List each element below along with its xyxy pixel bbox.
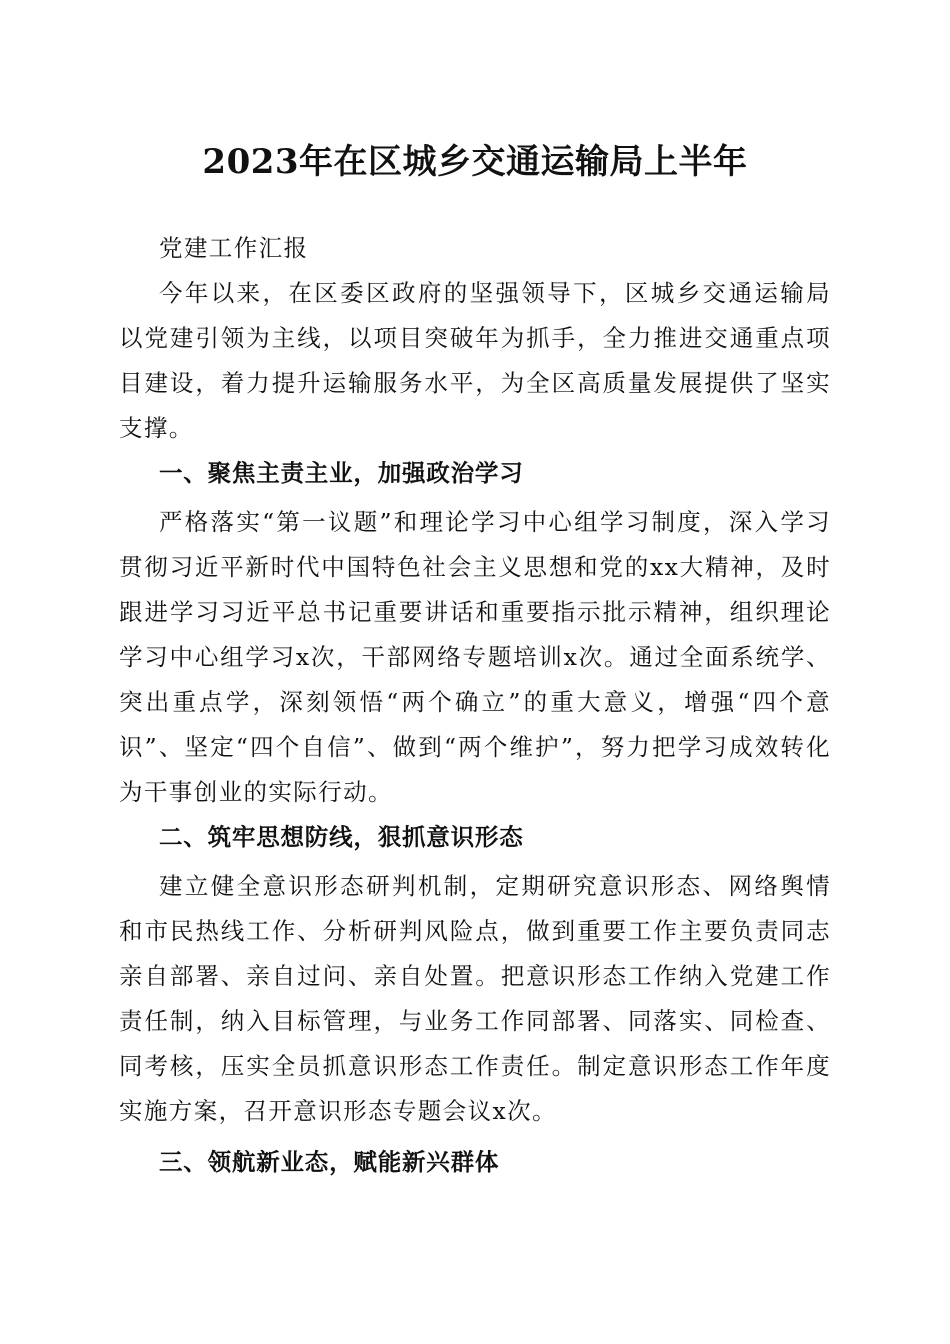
document-title: 2023年在区城乡交通运输局上半年 (202, 142, 748, 182)
section-1-paragraph: 严格落实“第一议题”和理论学习中心组学习制度，深入学习贯彻习近平新时代中国特色社会主义思想和党的xx大精神，及时跟进学习习近平总书记重要讲话和重要指示批示精神，组织理论学习中心组学习x次，干部网络专题培训x次。通过全面系统学、突出重点学，深刻领悟“两个确立”的重大意义，增强“四个意识”、坚定“四个自信”、做到“两个维护”，努力把学习成效转化为干事创业的实际行动。 (119, 508, 831, 806)
section-2-paragraph: 建立健全意识形态研判机制，定期研究意识形态、网络舆情和市民热线工作、分析研判风险点，做到重要工作主要负责同志亲自部署、亲自过问、亲自处置。把意识形态工作纳入党建工作责任制，纳入目标管理，与业务工作同部署、同落实、同检查、同考核，压实全员抓意识形态工作责任。制定意识形态工作年度实施方案，召开意识形态专题会议x次。 (119, 872, 831, 1125)
section-2-heading: 二、筑牢思想防线，狠抓意识形态 (159, 823, 524, 851)
section-3-heading: 三、领航新业态，赋能新兴群体 (159, 1148, 500, 1176)
document-subtitle: 党建工作汇报 (159, 234, 309, 262)
document-body (119, 226, 831, 1185)
section-1-heading: 一、聚焦主责主业，加强政治学习 (159, 459, 524, 487)
intro-paragraph: 今年以来，在区委区政府的坚强领导下，区城乡交通运输局以党建引领为主线，以项目突破年为抓手，全力推进交通重点项目建设，着力提升运输服务水平，为全区高质量发展提供了坚实支撑。 (119, 279, 831, 442)
